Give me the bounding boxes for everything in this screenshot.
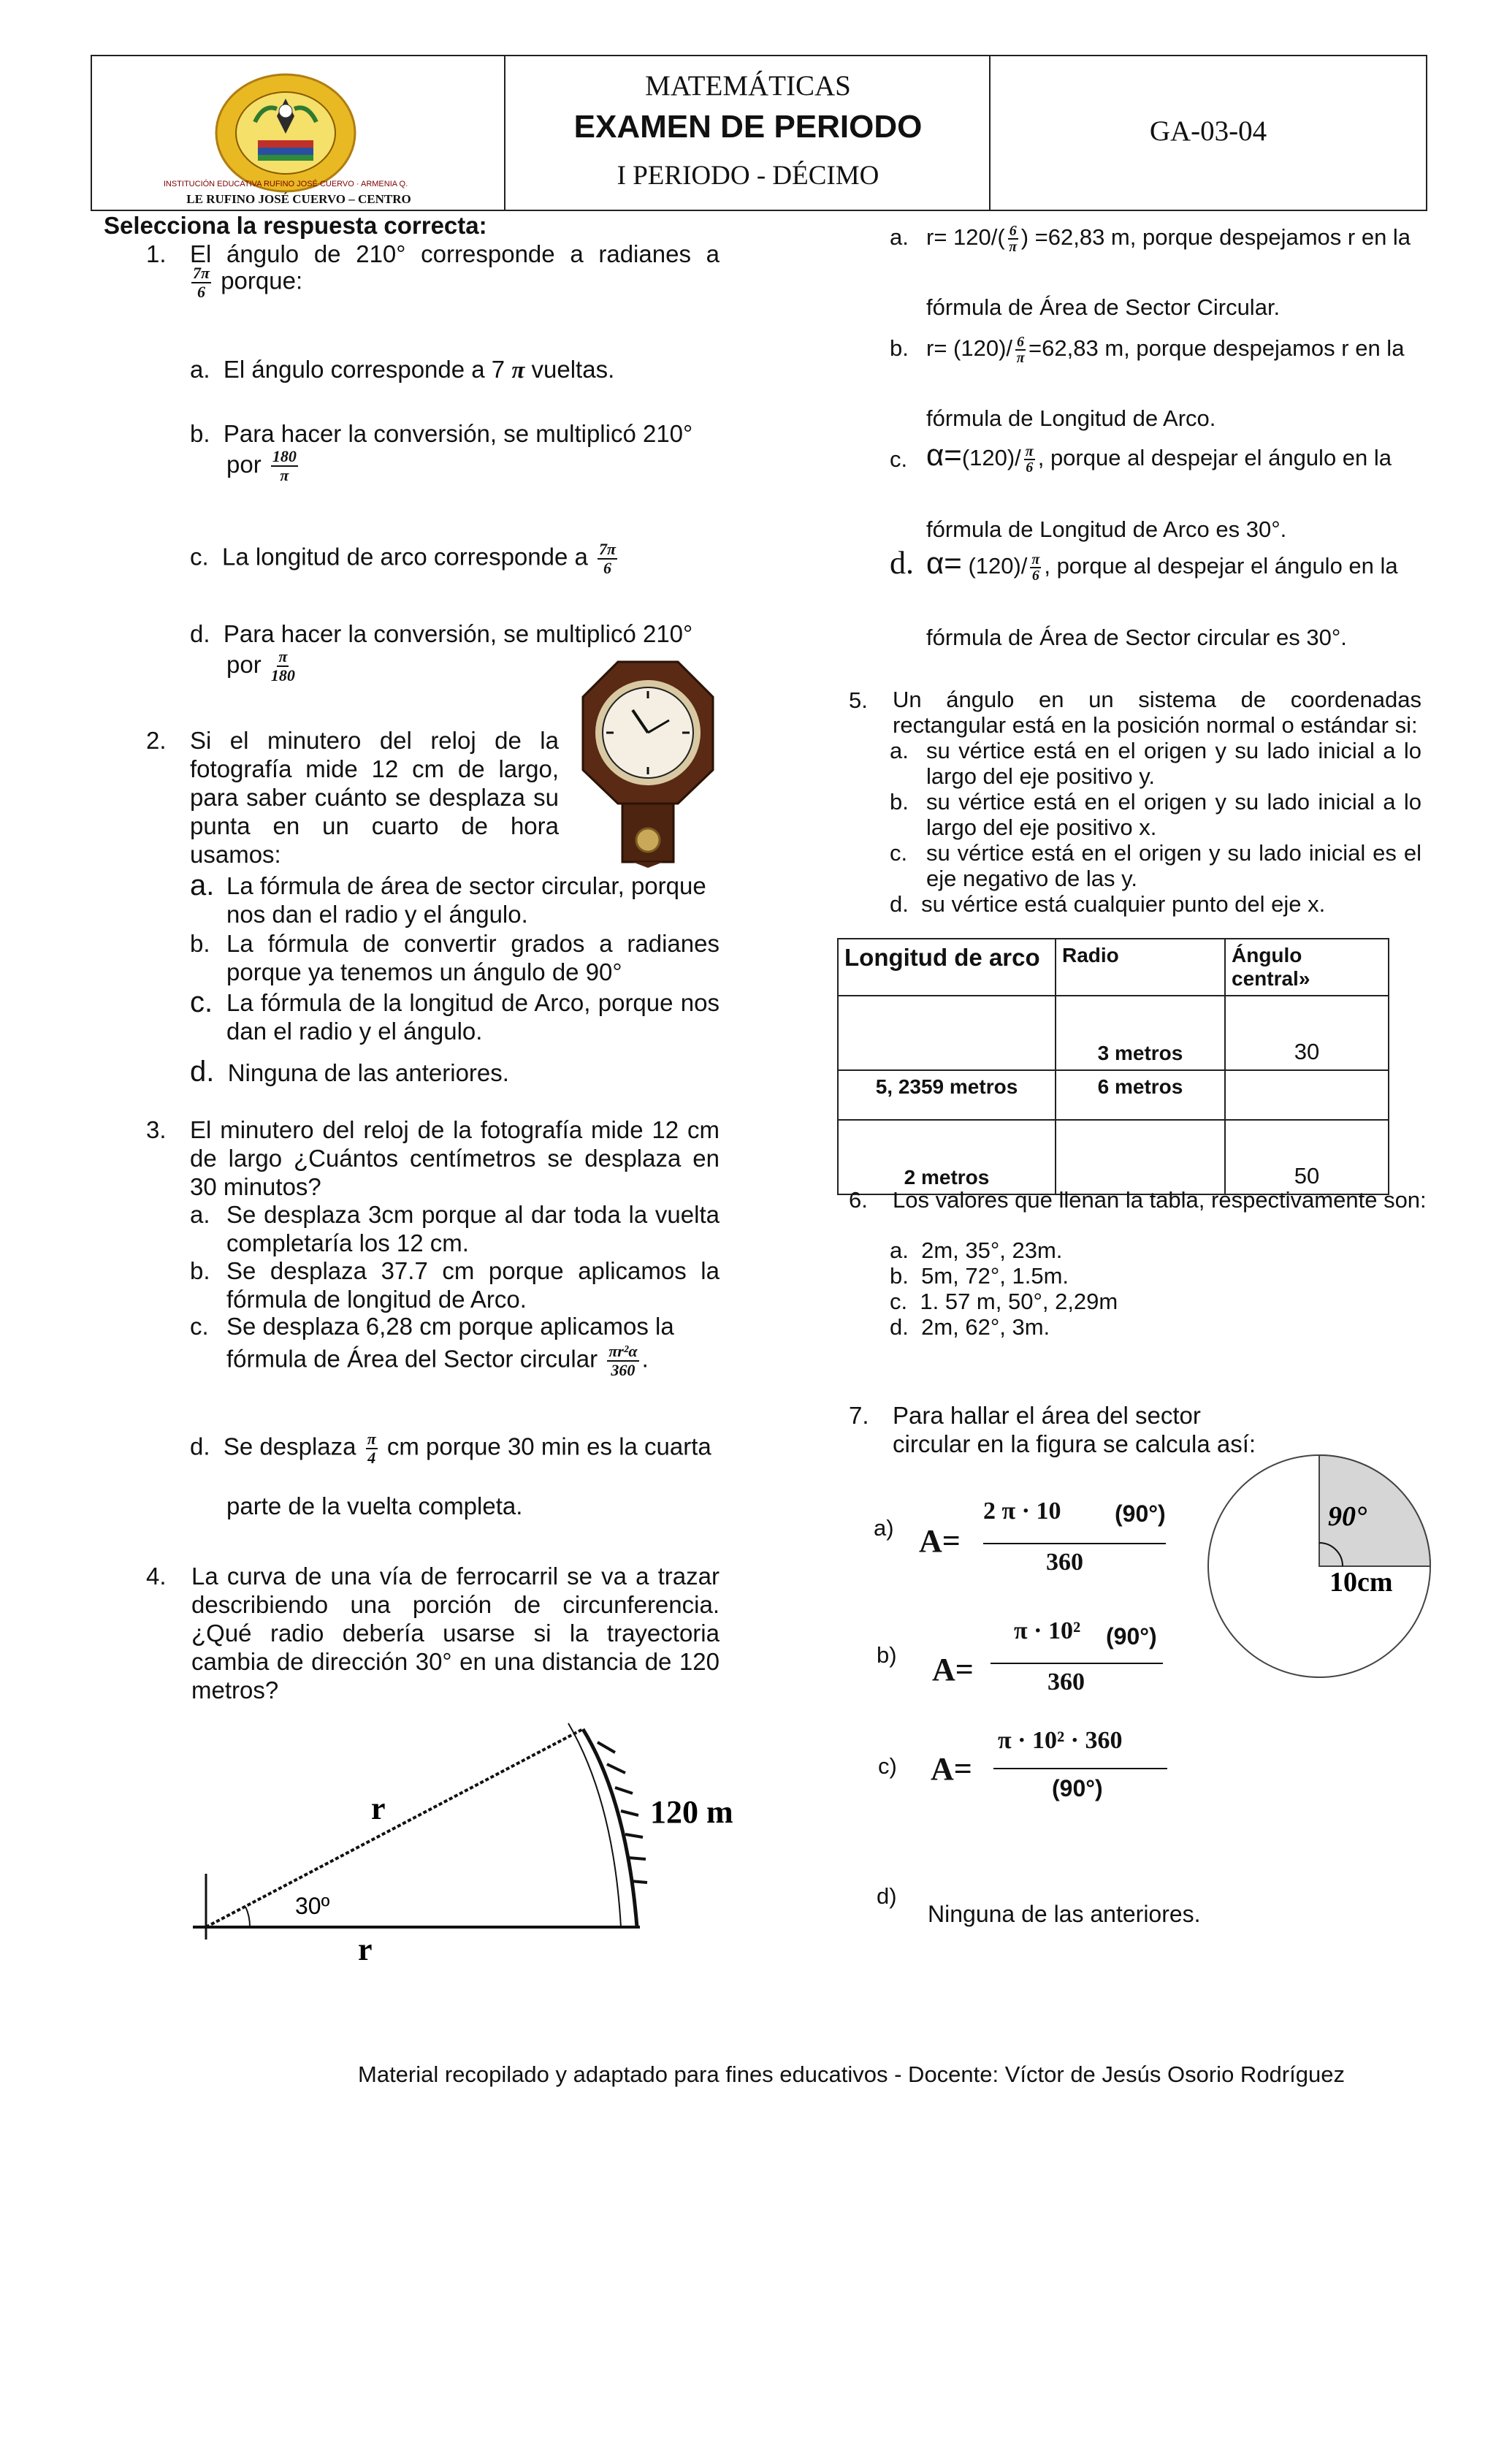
q4-number: 4. bbox=[146, 1563, 167, 1590]
q6-option-a[interactable]: a. 2m, 35°, 23m. bbox=[890, 1237, 1063, 1263]
header-code-cell bbox=[991, 56, 1426, 210]
q5-stem: Un ángulo en un sistema de coordenadas rectangular está en la posición normal o estándar si: bbox=[893, 687, 1421, 738]
q4-stem: La curva de una vía de ferrocarril se va a trazar describiendo una porción de circunferencia. ¿Qué radio debería usarse si la trayectoria cambia de dirección 30° en una distancia de 120 metros? bbox=[191, 1563, 720, 1704]
q7-option-a[interactable]: a) A= 2 π · 10 (90°) 360 bbox=[874, 1498, 1166, 1576]
q2-number: 2. bbox=[146, 727, 167, 754]
q7-number: 7. bbox=[849, 1402, 869, 1429]
q7-option-c[interactable]: c) A= π · 10² · 360 (90°) bbox=[874, 1727, 1180, 1822]
q3-option-d[interactable]: d. Se desplaza $\frac{\pi}{4}$ cm porque 30 min es la cuarta parte de la vuelta completa. bbox=[190, 1430, 711, 1519]
railway-curve-figure bbox=[188, 1720, 766, 1969]
q7-stem: Para hallar el área del sector circular en la figura se calcula así: bbox=[893, 1402, 1256, 1457]
q6-option-d[interactable]: d. 2m, 62°, 3m. bbox=[890, 1314, 1050, 1340]
q2-stem: Si el minutero del reloj de la fotografía mide 12 cm de largo, para saber cuánto se desplaza su punta en un cuarto de hora usamos: bbox=[190, 727, 559, 868]
fig-r-top-label: r bbox=[371, 1790, 386, 1826]
table-row: 2 metros 50 bbox=[838, 1120, 1389, 1194]
exam-title: EXAMEN DE PERIODO bbox=[573, 109, 923, 145]
q1-number: 1. bbox=[146, 240, 167, 267]
school-logo-icon bbox=[163, 71, 408, 195]
circle-sector-figure bbox=[1198, 1454, 1446, 1680]
header-logo-cell bbox=[92, 56, 505, 210]
table-header-angle: Ángulo central» bbox=[1225, 939, 1389, 996]
sector-angle-label: 90° bbox=[1328, 1501, 1367, 1532]
arc-length-table bbox=[837, 938, 1389, 1195]
q6-stem: Los valores que llenan la tabla, respectivamente son: bbox=[893, 1187, 1427, 1213]
wall-clock-image bbox=[581, 660, 714, 868]
logo-caption: LE RUFINO JOSÉ CUERVO – CENTRO bbox=[186, 192, 411, 206]
fig-r-bottom-label: r bbox=[358, 1931, 373, 1967]
q5-option-d[interactable]: d. su vértice está cualquier punto del eje x. bbox=[890, 891, 1326, 917]
q1-option-a[interactable]: a. El ángulo corresponde a 7 π vueltas. bbox=[190, 356, 615, 384]
q6-number: 6. bbox=[849, 1187, 868, 1213]
q3-number: 3. bbox=[146, 1116, 167, 1143]
table-row: 3 metros 30 bbox=[838, 996, 1389, 1070]
header-table bbox=[91, 55, 1427, 211]
footer-credit: Material recopilado y adaptado para fines educativos - Docente: Víctor de Jesús Osorio Rodríguez bbox=[358, 2061, 1345, 2087]
header-title-cell bbox=[505, 56, 991, 210]
q1-fraction: $\frac{7\pi}{6}$ bbox=[193, 264, 210, 301]
fig-distance-label: 120 m bbox=[650, 1794, 733, 1830]
logo-ring-text: INSTITUCIÓN EDUCATIVA RUFINO JOSÉ CUERVO · ARMENIA Q. bbox=[163, 180, 408, 188]
q1-option-b[interactable]: b. Para hacer la conversión, se multiplicó 210° por $\frac{180}{\pi}$ bbox=[190, 420, 693, 484]
fig-angle-label: 30º bbox=[295, 1893, 330, 1919]
q3-stem: El minutero del reloj de la fotografía mide 12 cm de largo ¿Cuántos centímetros se desplaza en 30 minutos? bbox=[190, 1116, 720, 1200]
q1-option-d[interactable]: d. Para hacer la conversión, se multiplicó 210° por $\frac{\pi}{180}$ bbox=[190, 620, 693, 684]
table-header-radius: Radio bbox=[1056, 939, 1225, 996]
q1-option-c[interactable]: c. La longitud de arco corresponde a $\frac{7\pi}{6}$ bbox=[190, 540, 617, 577]
q1-stem: El ángulo de 210° corresponde a radianes a bbox=[190, 240, 720, 267]
q6-option-c[interactable]: c. 1. 57 m, 50°, 2,29m bbox=[890, 1289, 1118, 1314]
q1-stem-end: porque: bbox=[221, 267, 303, 294]
q2-option-d[interactable]: d. Ninguna de las anteriores. bbox=[190, 1056, 509, 1088]
sector-radius-label: 10cm bbox=[1329, 1567, 1393, 1598]
document-code: GA-03-04 bbox=[1149, 115, 1267, 147]
q5-number: 5. bbox=[849, 687, 868, 713]
q7-option-b[interactable]: b) A= π · 10² (90°) 360 bbox=[874, 1617, 1180, 1712]
subject-title: MATEMÁTICAS bbox=[645, 70, 851, 102]
table-header-arc: Longitud de arco bbox=[838, 939, 1056, 996]
q6-option-b[interactable]: b. 5m, 72°, 1.5m. bbox=[890, 1263, 1069, 1289]
table-row: 5, 2359 metros 6 metros bbox=[838, 1070, 1389, 1120]
period-title: I PERIODO - DÉCIMO bbox=[617, 161, 879, 191]
instructions: Selecciona la respuesta correcta: bbox=[104, 212, 487, 239]
